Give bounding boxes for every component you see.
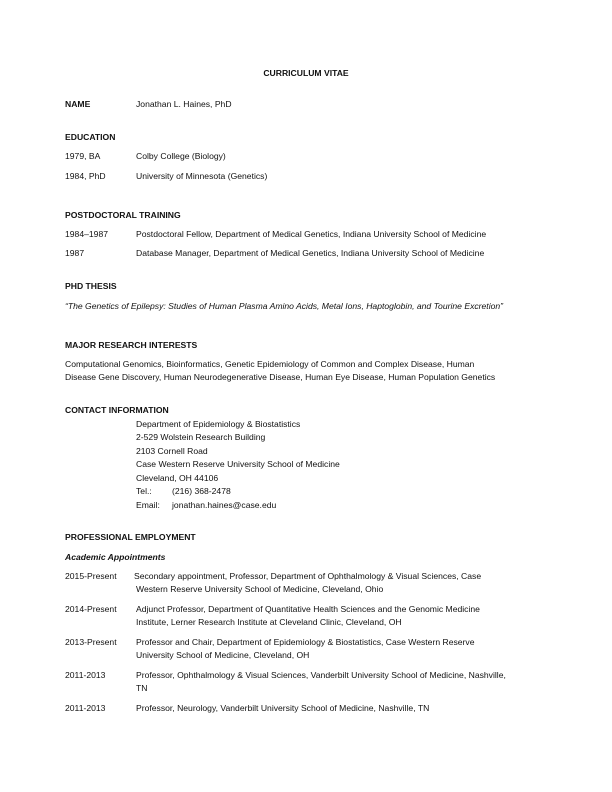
interests-heading: MAJOR RESEARCH INTERESTS — [65, 340, 198, 350]
contact-heading: CONTACT INFORMATION — [65, 405, 169, 415]
name-value: Jonathan L. Haines, PhD — [136, 99, 232, 109]
employment-line: Institute, Lerner Research Institute at Cleveland Clinic, Cleveland, OH — [136, 617, 402, 627]
employment-year: 2014-Present — [65, 604, 117, 614]
postdoc-heading: POSTDOCTORAL TRAINING — [65, 210, 181, 220]
postdoc-text: Postdoctoral Fellow, Department of Medical Genetics, Indiana University School of Medicine — [136, 229, 487, 239]
postdoc-text: Database Manager, Department of Medical Genetics, Indiana University School of Medicine — [136, 248, 485, 258]
employment-year: 2011-2013 — [65, 703, 106, 713]
employment-line: University School of Medicine, Cleveland, OH — [136, 650, 310, 660]
address-line: 2103 Cornell Road — [136, 446, 208, 456]
employment-line: Professor, Neurology, Vanderbilt University School of Medicine, Nashville, TN — [136, 703, 430, 713]
interests-line: Disease Gene Discovery, Human Neurodegenerative Disease, Human Eye Disease, Human Population Genetics — [65, 372, 496, 382]
address-line: 2-529 Wolstein Research Building — [136, 432, 266, 442]
tel-label: Tel.: — [136, 486, 152, 496]
email-value[interactable]: jonathan.haines@case.edu — [172, 500, 277, 510]
email-label: Email: — [136, 500, 160, 510]
tel-value: (216) 368-2478 — [172, 486, 231, 496]
thesis-heading: PHD THESIS — [65, 281, 117, 291]
employment-year: 2011-2013 — [65, 670, 106, 680]
employment-year: 2015-Present — [65, 571, 117, 581]
address-line: Department of Epidemiology & Biostatistics — [136, 419, 301, 429]
employment-line: Secondary appointment, Professor, Department of Ophthalmology & Visual Sciences, Case — [134, 571, 482, 581]
postdoc-year: 1987 — [65, 248, 85, 258]
interests-line: Computational Genomics, Bioinformatics, Genetic Epidemiology of Common and Complex Disease, Human — [65, 359, 475, 369]
address-line: Cleveland, OH 44106 — [136, 473, 219, 483]
employment-line: Professor, Ophthalmology & Visual Sciences, Vanderbilt University School of Medicine, Nashville, — [136, 670, 506, 680]
document-title: CURRICULUM VITAE — [263, 68, 349, 78]
education-year: 1984, PhD — [65, 171, 106, 181]
education-year: 1979, BA — [65, 151, 101, 161]
employment-line: Adjunct Professor, Department of Quantitative Health Sciences and the Genomic Medicine — [136, 604, 480, 614]
thesis-title: “The Genetics of Epilepsy: Studies of Human Plasma Amino Acids, Metal Ions, Haptoglobin, and Tourine Excretion” — [65, 301, 504, 311]
education-text: Colby College (Biology) — [136, 151, 226, 161]
employment-line: Western Reserve University School of Medicine, Cleveland, Ohio — [136, 584, 384, 594]
employment-heading: PROFESSIONAL EMPLOYMENT — [65, 532, 196, 542]
postdoc-year: 1984–1987 — [65, 229, 109, 239]
name-label: NAME — [65, 99, 91, 109]
address-line: Case Western Reserve University School of Medicine — [136, 459, 340, 469]
employment-line: TN — [136, 683, 148, 693]
employment-subheading: Academic Appointments — [65, 552, 166, 562]
employment-line: Professor and Chair, Department of Epidemiology & Biostatistics, Case Western Reserve — [136, 637, 475, 647]
education-heading: EDUCATION — [65, 132, 116, 142]
employment-year: 2013-Present — [65, 637, 117, 647]
education-text: University of Minnesota (Genetics) — [136, 171, 268, 181]
